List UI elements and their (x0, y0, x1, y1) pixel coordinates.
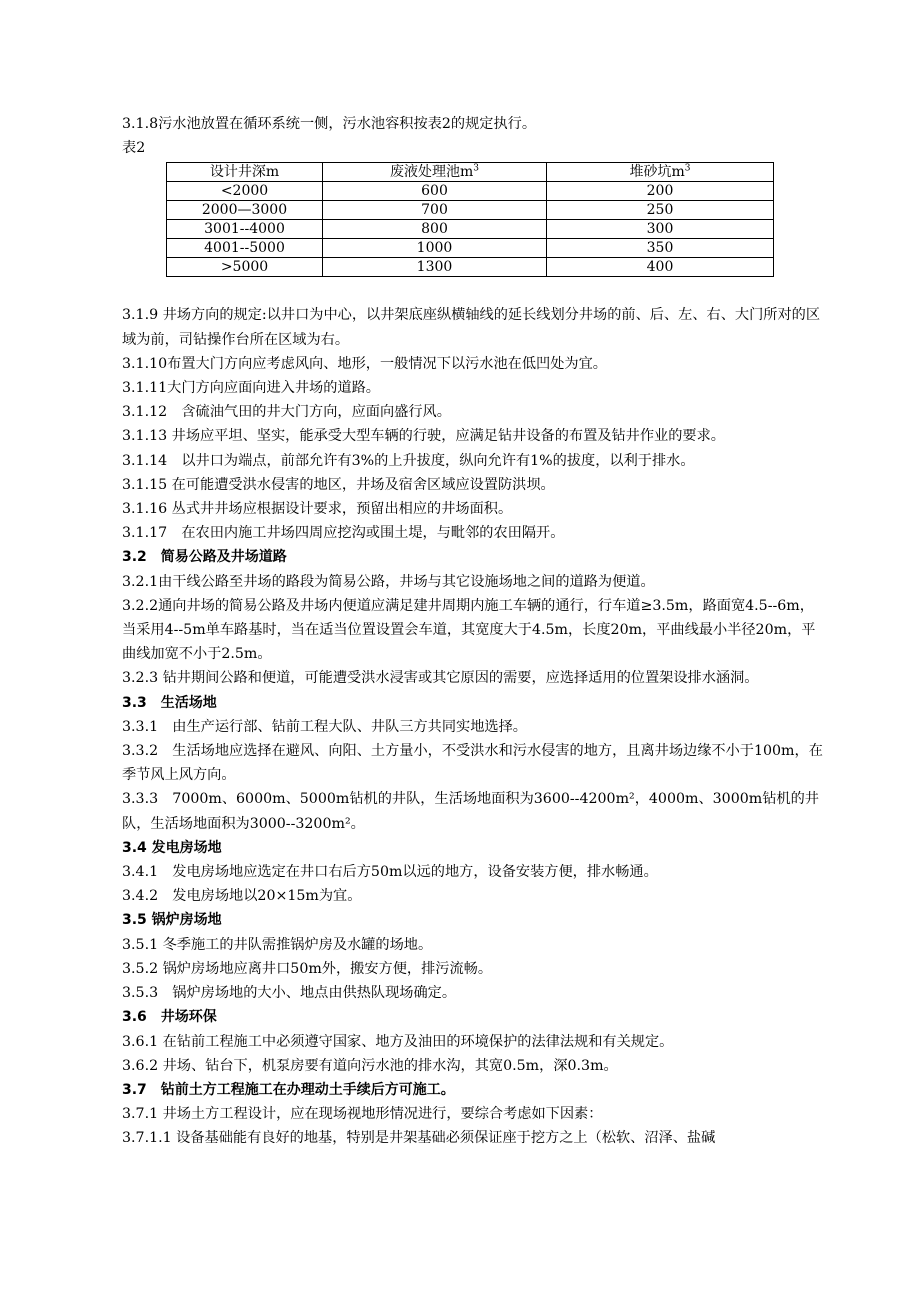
table-2 (166, 162, 774, 277)
paragraph: 3.1.15 在可能遭受洪水侵害的地区，井场及宿舍区域应设置防洪坝。 (122, 476, 555, 493)
table-cell: 200 (547, 182, 774, 201)
section-heading: 3.7 钻前土方工程施工在办理动土手续后方可施工。 (122, 1081, 455, 1098)
table-cell: 4001--5000 (167, 239, 323, 258)
paragraph: 3.1.11大门方向应面向进入井场的道路。 (122, 380, 380, 397)
paragraph: 3.3.2 生活场地应选择在避风、向阳、土方量小，不受洪水和污水侵害的地方，且离井场边缘不小于100m，在季节风上风方向。 (122, 743, 823, 784)
section-intro: 3.1.8污水池放置在循环系统一侧，污水池容积按表2的规定执行。 (122, 116, 537, 132)
paragraph: 3.3.1 由生产运行部、钻前工程大队、井队三方共同实地选择。 (122, 718, 527, 735)
paragraph: 3.5.2 锅炉房场地应离井口50m外，搬安方便，排污流畅。 (122, 960, 493, 977)
paragraph: 3.7.1 井场土方工程设计，应在现场视地形情况进行，要综合考虑如下因素： (122, 1106, 603, 1123)
paragraph: 3.1.14 以井口为端点，前部允许有3%的上升拔度，纵向允许有1%的拔度，以利于排水。 (122, 452, 695, 469)
paragraph-list (122, 303, 828, 1150)
table-row (167, 220, 774, 239)
paragraph: 3.4.1 发电房场地应选定在井口右后方50m以远的地方，设备安装方便，排水畅通。 (122, 864, 658, 881)
table-row (167, 239, 774, 258)
section-heading: 3.3 生活场地 (122, 694, 217, 711)
table-cell: 350 (547, 239, 774, 258)
paragraph: 3.1.17 在农田内施工井场四周应挖沟或围土堤，与毗邻的农田隔开。 (122, 525, 565, 542)
table-row (167, 258, 774, 277)
paragraph: 3.1.13 井场应平坦、坚实，能承受大型车辆的行驶，应满足钻井设备的布置及钻井作业的要求。 (122, 428, 725, 445)
paragraph: 3.2.2通向井场的简易公路及井场内便道应满足建井周期内施工车辆的通行，行车道≥3.5m，路面宽4.5--6m，当采用4--5m单车路基时，当在适当位置设置会车道，其宽度大于4.5m，长度20m，平曲线最小半径20m，平曲线加宽不小于2.5m。 (122, 597, 816, 663)
paragraph: 3.5.3 锅炉房场地的大小、地点由供热队现场确定。 (122, 985, 457, 1002)
section-heading: 3.6 井场环保 (122, 1009, 217, 1026)
table-cell: 700 (323, 201, 547, 220)
paragraph: 3.7.1.1 设备基础能有良好的地基，特别是井架基础必须保证座于挖方之上（松软、沼泽、盐碱 (122, 1130, 716, 1147)
header-cell: 设计井深m (167, 163, 323, 182)
header-cell: 废液处理池$m^3$ (323, 163, 547, 182)
paragraph: 3.1.10布置大门方向应考虑风向、地形，一般情况下以污水池在低凹处为宜。 (122, 355, 607, 372)
table-cell: 400 (547, 258, 774, 277)
header-cell: 堆砂坑$m^3$ (547, 163, 774, 182)
paragraph: 3.1.16 丛式井井场应根据设计要求，预留出相应的井场面积。 (122, 501, 513, 518)
table-caption: 表2 (122, 140, 146, 157)
paragraph: 3.6.2 井场、钻台下，机泵房要有道向污水池的排水沟，其宽0.5m，深0.3m。 (122, 1057, 618, 1074)
section-heading: 3.4 发电房场地 (122, 839, 222, 856)
paragraph: 3.1.9 井场方向的规定:以井口为中心，以井架底座纵横轴线的延长线划分井场的前、后、左、右、大门所对的区域为前，司钻操作台所在区域为右。 (122, 307, 821, 348)
table-cell: <2000 (167, 182, 323, 201)
document-body (122, 112, 828, 1151)
section-heading: 3.2 简易公路及井场道路 (122, 549, 287, 566)
table-row (167, 182, 774, 201)
table-cell: 300 (547, 220, 774, 239)
table-cell: 1000 (323, 239, 547, 258)
paragraph: 3.2.1由干线公路至井场的路段为简易公路，井场与其它设施场地之间的道路为便道。 (122, 573, 655, 590)
table-cell: 600 (323, 182, 547, 201)
paragraph: 3.2.3 钻井期间公路和便道，可能遭受洪水浸害或其它原因的需要，应选择适用的位置架设排水涵洞。 (122, 670, 759, 687)
paragraph: 3.1.12 含硫油气田的井大门方向，应面向盛行风。 (122, 404, 451, 421)
paragraph: 3.6.1 在钻前工程施工中必须遵守国家、地方及油田的环境保护的法律法规和有关规定。 (122, 1033, 674, 1050)
section-heading: 3.5 锅炉房场地 (122, 912, 222, 929)
table-header-row (167, 163, 774, 182)
paragraph: 3.5.1 冬季施工的井队需推锅炉房及水罐的场地。 (122, 936, 433, 953)
table-cell: 800 (323, 220, 547, 239)
table-row (167, 201, 774, 220)
table-cell: 250 (547, 201, 774, 220)
table-cell: 3001--4000 (167, 220, 323, 239)
table-cell: >5000 (167, 258, 323, 277)
table-cell: 1300 (323, 258, 547, 277)
paragraph: 3.3.3 7000m、6000m、5000m钻机的井队，生活场地面积为3600--4200m²，4000m、3000m钻机的井队，生活场地面积为3000--3200m²。 (122, 791, 819, 832)
paragraph: 3.4.2 发电房场地以20×15m为宜。 (122, 888, 362, 905)
table-cell: 2000—3000 (167, 201, 323, 220)
